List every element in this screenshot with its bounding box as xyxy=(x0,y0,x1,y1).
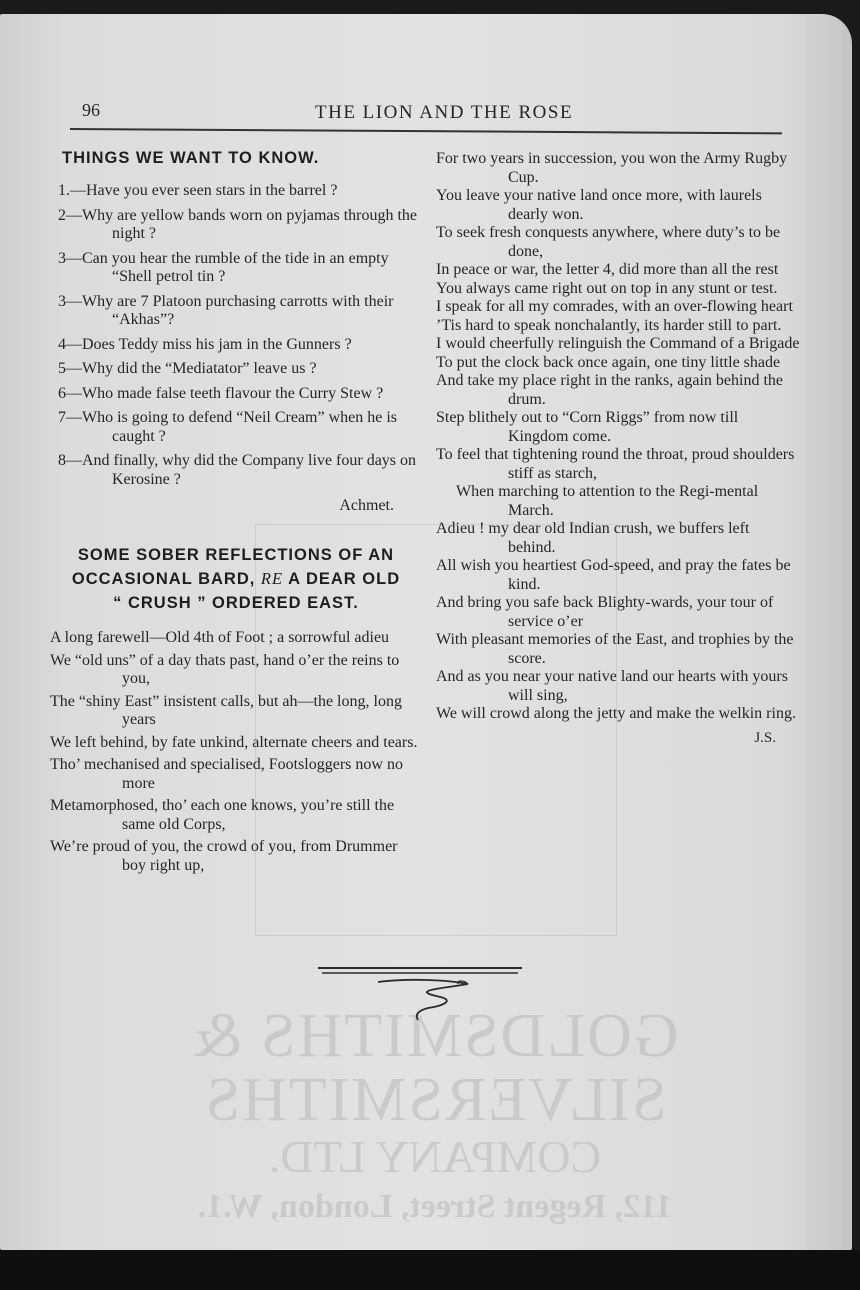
poem-line: You leave your native land once more, with laurels dearly won. xyxy=(436,187,762,223)
poem-line: I would cheerfully relinguish the Command of a Brigade xyxy=(436,335,800,352)
show-through-line-3: 112, Regent Street, London, W.1. xyxy=(197,1188,673,1225)
poem-line: In peace or war, the letter 4, did more than all the rest xyxy=(436,261,779,278)
poem-line: A long farewell—Old 4th of Foot ; a sorrowful adieu xyxy=(50,629,390,646)
question: 3—Can you hear the rumble of the tide in an empty “Shell petrol tin ? xyxy=(58,249,389,285)
poem-line: To put the clock back once again, one tiny little shade xyxy=(436,353,781,371)
poem-heading xyxy=(50,543,422,615)
poem-line: And bring you safe back Blighty-wards, your tour of service o’er xyxy=(436,594,774,630)
question: 4—Does Teddy miss his jam in the Gunners ? xyxy=(58,335,352,353)
running-title: THE LION AND THE ROSE xyxy=(315,102,574,123)
bottom-shadow xyxy=(0,1250,860,1290)
question: 6—Who made false teeth flavour the Curry Stew ? xyxy=(58,384,384,402)
poem-line: Step blithely out to “Corn Riggs” from now till Kingdom come. xyxy=(436,409,739,445)
poem-heading-line-1: SOME SOBER REFLECTIONS OF AN xyxy=(77,546,395,564)
poem-heading-line-3: “ CRUSH ” ORDERED EAST. xyxy=(113,594,359,612)
poem-line: Metamorphosed, tho’ each one knows, you’re still the same old Corps, xyxy=(50,797,395,833)
right-column xyxy=(436,150,800,747)
poem-line: And take my place right in the ranks, again behind the drum. xyxy=(436,372,784,408)
poem-line: Tho’ mechanised and specialised, Footsloggers now no more xyxy=(50,756,403,792)
poem-line: I speak for all my comrades, with an over-flowing heart xyxy=(436,298,793,315)
poem-line: We’re proud of you, the crowd of you, from Drummer boy right up, xyxy=(50,838,398,874)
question: 7—Who is going to defend “Neil Cream” when he is caught ? xyxy=(58,409,398,445)
tailpiece-ornament xyxy=(318,962,528,1022)
poem-line: The “shiny East” insistent calls, but ah—the long, long years xyxy=(50,692,402,728)
poem-heading-line-2a: OCCASIONAL BARD, xyxy=(71,570,261,588)
poem-line: ’Tis hard to speak nonchalantly, its harder still to part. xyxy=(436,316,782,334)
page-number: 96 xyxy=(82,100,100,120)
show-through-line-1: GOLDSMITHS & SILVERSMITHS xyxy=(191,1002,679,1134)
things-signature: Achmet. xyxy=(339,497,394,514)
poem-line: You always came right out on top in any stunt or test. xyxy=(436,279,778,297)
question: 3—Why are 7 Platoon purchasing carrotts with their “Akhas”? xyxy=(58,292,394,328)
poem-line: When marching to attention to the Regi-mental March. xyxy=(456,483,759,519)
poem-line: All wish you heartiest God-speed, and pray the fates be kind. xyxy=(436,557,791,593)
poem-line: We left behind, by fate unkind, alternate cheers and tears. xyxy=(50,733,418,751)
poem-line: We “old uns” of a day thats past, hand o’er the reins to you, xyxy=(50,651,400,687)
poem-line: We will crowd along the jetty and make the welkin ring. xyxy=(436,705,796,722)
question: 2—Why are yellow bands worn on pyjamas through the night ? xyxy=(58,206,418,242)
show-through-advert xyxy=(90,1002,780,1225)
show-through-line-2: COMPANY LTD. xyxy=(268,1131,602,1182)
poem-signature: J.S. xyxy=(754,729,776,746)
poem-line: To seek fresh conquests anywhere, where duty’s to be done, xyxy=(436,224,781,260)
things-heading: THINGS WE WANT TO KNOW. xyxy=(62,149,320,167)
poem-heading-re: RE xyxy=(260,569,284,588)
poem-line: And as you near your native land our hearts with yours will sing, xyxy=(436,668,788,704)
header-rule xyxy=(70,128,782,134)
left-column xyxy=(50,145,422,879)
poem-heading-line-2b: A DEAR OLD xyxy=(283,570,401,588)
question: 1.—Have you ever seen stars in the barrel ? xyxy=(58,182,338,199)
poem-line: To feel that tightening round the throat, proud shoulders stiff as starch, xyxy=(436,446,795,482)
page-header xyxy=(70,98,770,138)
question: 5—Why did the “Mediatator” leave us ? xyxy=(58,360,317,377)
poem-line: With pleasant memories of the East, and trophies by the score. xyxy=(436,631,794,667)
question: 8—And finally, why did the Company live four days on Kerosine ? xyxy=(58,452,417,488)
poem-line: For two years in succession, you won the Army Rugby Cup. xyxy=(436,150,788,186)
poem-line: Adieu ! my dear old Indian crush, we buffers left behind. xyxy=(436,520,750,556)
